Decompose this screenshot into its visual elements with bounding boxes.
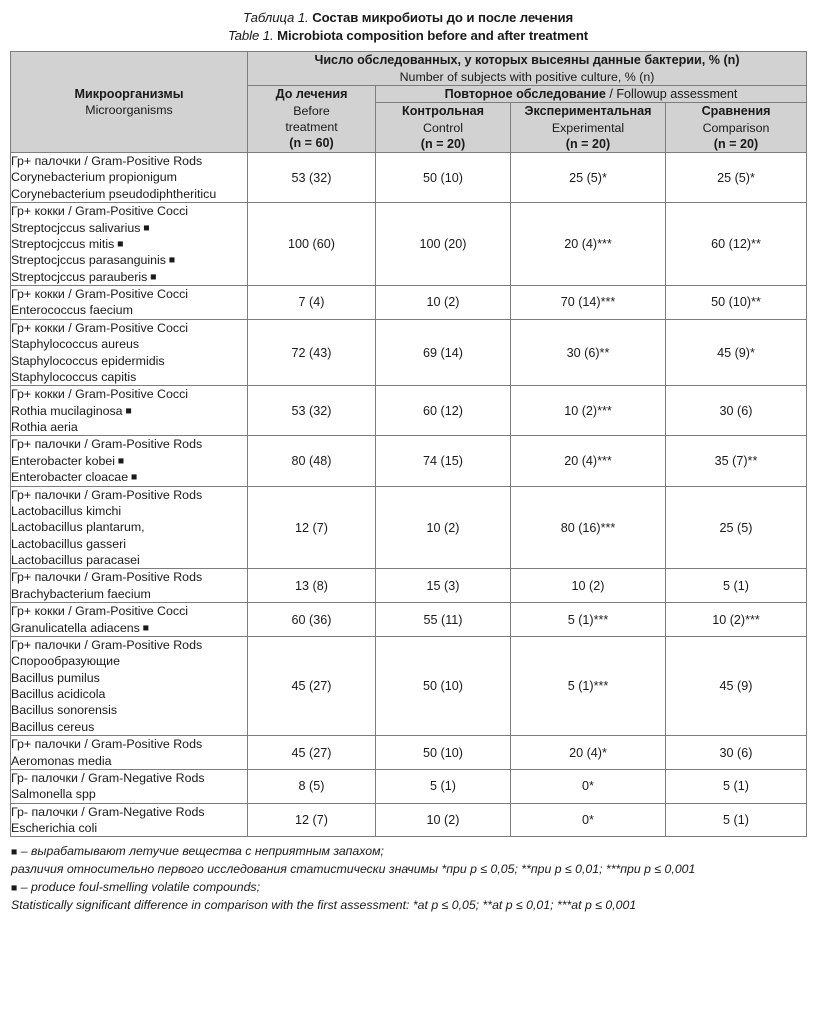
table-row — [11, 803, 807, 837]
table-row — [11, 569, 807, 603]
footnote-line: Statistically significant difference in comparison with the first assessment: *at p ≤ 0,05; **at p ≤ 0,01; ***at p ≤ 0,001 — [11, 897, 637, 912]
cell-before-treatment: 12 (7) — [248, 803, 376, 837]
table-body — [11, 153, 807, 837]
cell-experimental: 5 (1)*** — [511, 603, 666, 637]
cell-comparison: 60 (12)** — [666, 203, 807, 286]
caption-russian-label: Таблица 1. — [242, 10, 309, 25]
cell-organism — [11, 436, 248, 486]
cell-organism — [11, 286, 248, 320]
organism-line: Гр+ палочки / Gram-Positive Rods — [11, 154, 203, 169]
header-control-n: (n = 20) — [420, 136, 466, 151]
cell-before-treatment: 100 (60) — [248, 203, 376, 286]
organism-line: Aeromonas media — [11, 753, 112, 768]
volatile-marker-icon: ■ — [128, 471, 138, 484]
cell-before-treatment: 8 (5) — [248, 769, 376, 803]
cell-organism — [11, 769, 248, 803]
cell-control: 60 (12) — [376, 386, 511, 436]
cell-organism — [11, 569, 248, 603]
organism-line: Гр+ кокки / Gram-Positive Cocci — [11, 320, 189, 335]
cell-control: 50 (10) — [376, 736, 511, 770]
organism-line: Bacillus pumilus — [11, 670, 100, 685]
cell-organism — [11, 319, 248, 386]
volatile-marker-icon: ■ — [147, 270, 157, 283]
volatile-marker-icon: ■ — [115, 454, 125, 467]
header-subject-count-en: Number of subjects with positive culture, % (n) — [399, 69, 655, 84]
cell-experimental: 0* — [511, 769, 666, 803]
table-row — [11, 736, 807, 770]
volatile-marker-icon: ■ — [122, 404, 132, 417]
table-row — [11, 386, 807, 436]
header-comparison-ru: Сравнения — [701, 104, 771, 119]
organism-line: Гр+ кокки / Gram-Positive Cocci — [11, 604, 189, 619]
organism-line: Гр+ кокки / Gram-Positive Cocci — [11, 287, 189, 302]
organism-line: Bacillus sonorensis — [11, 703, 118, 718]
cell-organism — [11, 603, 248, 637]
header-followup-sep: / — [605, 86, 617, 101]
footnote-line: ■ – produce foul-smelling volatile compounds; — [11, 880, 260, 895]
cell-before-treatment: 45 (27) — [248, 636, 376, 735]
table-row — [11, 319, 807, 386]
caption-english-label: Table 1. — [227, 27, 274, 43]
cell-organism — [11, 386, 248, 436]
organism-line: Гр+ палочки / Gram-Positive Rods — [11, 437, 203, 452]
organism-line: Staphylococcus epidermidis — [11, 353, 165, 368]
organism-line: Bacillus acidicola — [11, 687, 106, 702]
cell-experimental: 0* — [511, 803, 666, 837]
cell-organism — [11, 153, 248, 203]
cell-before-treatment: 45 (27) — [248, 736, 376, 770]
organism-line: Corynebacterium pseudodiphtheriticu — [11, 186, 217, 201]
organism-line: Corynebacterium propionigum — [11, 170, 177, 185]
header-experimental-n: (n = 20) — [565, 136, 611, 151]
table-row — [11, 203, 807, 286]
organism-line: Streptocjccus mitis ■ — [11, 236, 124, 251]
cell-experimental: 20 (4)*** — [511, 436, 666, 486]
header-before-n: (n = 60) — [289, 136, 334, 151]
organism-line: Granulicatella adiacens ■ — [11, 620, 150, 635]
header-before-treatment — [248, 85, 376, 152]
organism-line: Гр+ палочки / Gram-Positive Rods — [11, 637, 203, 652]
organism-line: Гр+ палочки / Gram-Positive Rods — [11, 487, 203, 502]
header-experimental-ru: Экспериментальная — [524, 104, 652, 119]
cell-comparison: 5 (1) — [666, 803, 807, 837]
table-row — [11, 153, 807, 203]
header-control-en: Control — [423, 120, 463, 135]
volatile-marker-icon: ■ — [165, 254, 176, 267]
cell-organism — [11, 486, 248, 569]
cell-control: 5 (1) — [376, 769, 511, 803]
cell-before-treatment: 80 (48) — [248, 436, 376, 486]
organism-line: Enterobacter cloacae ■ — [11, 470, 138, 485]
table-header — [11, 52, 807, 153]
volatile-marker-icon: ■ — [114, 237, 124, 250]
cell-comparison: 50 (10)** — [666, 286, 807, 320]
header-experimental-en: Experimental — [551, 120, 625, 135]
header-comparison-en: Comparison — [702, 120, 770, 135]
cell-comparison: 10 (2)*** — [666, 603, 807, 637]
cell-before-treatment: 7 (4) — [248, 286, 376, 320]
cell-control: 100 (20) — [376, 203, 511, 286]
organism-line: Rothia mucilaginosa ■ — [11, 403, 132, 418]
volatile-marker-icon: ■ — [11, 846, 18, 859]
table-footnotes — [10, 843, 806, 914]
footnote-line: ■ – вырабатывают летучие вещества с неприятным запахом; — [11, 844, 384, 859]
table-row — [11, 486, 807, 569]
header-followup-ru: Повторное обследование — [444, 86, 606, 101]
organism-line: Enterobacter kobei ■ — [11, 453, 125, 468]
header-subject-count — [248, 52, 807, 85]
cell-experimental: 30 (6)** — [511, 319, 666, 386]
header-before-en-line2: treatment — [285, 119, 338, 134]
cell-control: 10 (2) — [376, 486, 511, 569]
organism-line: Enterococcus faecium — [11, 303, 133, 318]
cell-experimental: 20 (4)*** — [511, 203, 666, 286]
cell-comparison: 5 (1) — [666, 769, 807, 803]
caption-english-text: Microbiota composition before and after treatment — [277, 27, 589, 43]
cell-comparison: 30 (6) — [666, 386, 807, 436]
organism-line: Escherichia coli — [11, 821, 98, 836]
header-organisms-en: Microorganisms — [85, 103, 173, 118]
caption-russian-text: Состав микробиоты до и после лечения — [312, 10, 574, 25]
header-followup — [376, 85, 807, 102]
cell-control: 50 (10) — [376, 636, 511, 735]
cell-before-treatment: 72 (43) — [248, 319, 376, 386]
organism-line: Гр- палочки / Gram-Negative Rods — [11, 804, 205, 819]
header-experimental — [511, 103, 666, 153]
cell-organism — [11, 203, 248, 286]
organism-line: Lactobacillus plantarum, — [11, 520, 145, 535]
cell-before-treatment: 13 (8) — [248, 569, 376, 603]
cell-experimental: 10 (2)*** — [511, 386, 666, 436]
cell-before-treatment: 53 (32) — [248, 153, 376, 203]
cell-experimental: 25 (5)* — [511, 153, 666, 203]
footnote-line: различия относительно первого исследования статистически значимы *при p ≤ 0,05; **при p ≤ 0,01; ***при p ≤ 0,001 — [11, 862, 696, 877]
cell-before-treatment: 53 (32) — [248, 386, 376, 436]
caption-russian — [10, 9, 806, 27]
cell-comparison: 5 (1) — [666, 569, 807, 603]
organism-line: Streptocjccus parasanguinis ■ — [11, 253, 176, 268]
cell-organism — [11, 803, 248, 837]
cell-before-treatment: 12 (7) — [248, 486, 376, 569]
cell-control: 69 (14) — [376, 319, 511, 386]
table-row — [11, 436, 807, 486]
header-comparison-n: (n = 20) — [713, 136, 759, 151]
volatile-marker-icon: ■ — [139, 621, 150, 634]
organism-line: Спорообразующие — [11, 654, 120, 669]
cell-comparison: 35 (7)** — [666, 436, 807, 486]
header-control — [376, 103, 511, 153]
cell-experimental: 10 (2) — [511, 569, 666, 603]
organism-line: Гр+ кокки / Gram-Positive Cocci — [11, 204, 189, 219]
cell-experimental: 5 (1)*** — [511, 636, 666, 735]
cell-organism — [11, 636, 248, 735]
header-row-group — [11, 52, 807, 85]
cell-comparison: 45 (9) — [666, 636, 807, 735]
cell-comparison: 25 (5) — [666, 486, 807, 569]
cell-control: 10 (2) — [376, 803, 511, 837]
cell-experimental: 80 (16)*** — [511, 486, 666, 569]
organism-line: Staphylococcus aureus — [11, 337, 140, 352]
cell-comparison: 45 (9)* — [666, 319, 807, 386]
cell-control: 74 (15) — [376, 436, 511, 486]
header-before-en-line1: Before — [293, 103, 330, 118]
header-comparison — [666, 103, 807, 153]
organism-line: Lactobacillus paracasei — [11, 553, 140, 568]
cell-control: 15 (3) — [376, 569, 511, 603]
organism-line: Bacillus cereus — [11, 719, 95, 734]
header-before-ru: До лечения — [275, 87, 348, 102]
header-followup-en: Followup assessment — [616, 86, 738, 101]
header-subject-count-ru: Число обследованных, у которых высеяны данные бактерии, % (n) — [314, 53, 740, 68]
cell-experimental: 70 (14)*** — [511, 286, 666, 320]
organism-line: Salmonella spp — [11, 787, 96, 802]
volatile-marker-icon: ■ — [11, 882, 18, 895]
cell-before-treatment: 60 (36) — [248, 603, 376, 637]
table-row — [11, 769, 807, 803]
organism-line: Гр+ палочки / Gram-Positive Rods — [11, 737, 203, 752]
organism-line: Rothia aeria — [11, 420, 78, 435]
table-row — [11, 286, 807, 320]
table-caption — [10, 0, 806, 44]
table-row — [11, 636, 807, 735]
cell-comparison: 30 (6) — [666, 736, 807, 770]
organism-line: Гр+ кокки / Gram-Positive Cocci — [11, 387, 189, 402]
cell-experimental: 20 (4)* — [511, 736, 666, 770]
volatile-marker-icon: ■ — [140, 221, 150, 234]
organism-line: Staphylococcus capitis — [11, 369, 137, 384]
header-organisms-ru: Микроорганизмы — [74, 86, 184, 101]
caption-english — [10, 27, 806, 45]
organism-line: Streptocjccus salivarius ■ — [11, 220, 150, 235]
microbiota-table — [10, 51, 807, 837]
organism-line: Гр- палочки / Gram-Negative Rods — [11, 770, 205, 785]
cell-control: 10 (2) — [376, 286, 511, 320]
cell-organism — [11, 736, 248, 770]
table-row — [11, 603, 807, 637]
cell-control: 50 (10) — [376, 153, 511, 203]
organism-line: Lactobacillus gasseri — [11, 536, 127, 551]
header-followup-line — [376, 86, 806, 102]
organism-line: Streptocjccus parauberis ■ — [11, 269, 157, 284]
cell-control: 55 (11) — [376, 603, 511, 637]
header-organisms — [11, 52, 248, 153]
header-control-ru: Контрольная — [402, 104, 484, 119]
organism-line: Гр+ палочки / Gram-Positive Rods — [11, 570, 203, 585]
organism-line: Brachybacterium faecium — [11, 586, 151, 601]
cell-comparison: 25 (5)* — [666, 153, 807, 203]
organism-line: Lactobacillus kimchi — [11, 503, 122, 518]
